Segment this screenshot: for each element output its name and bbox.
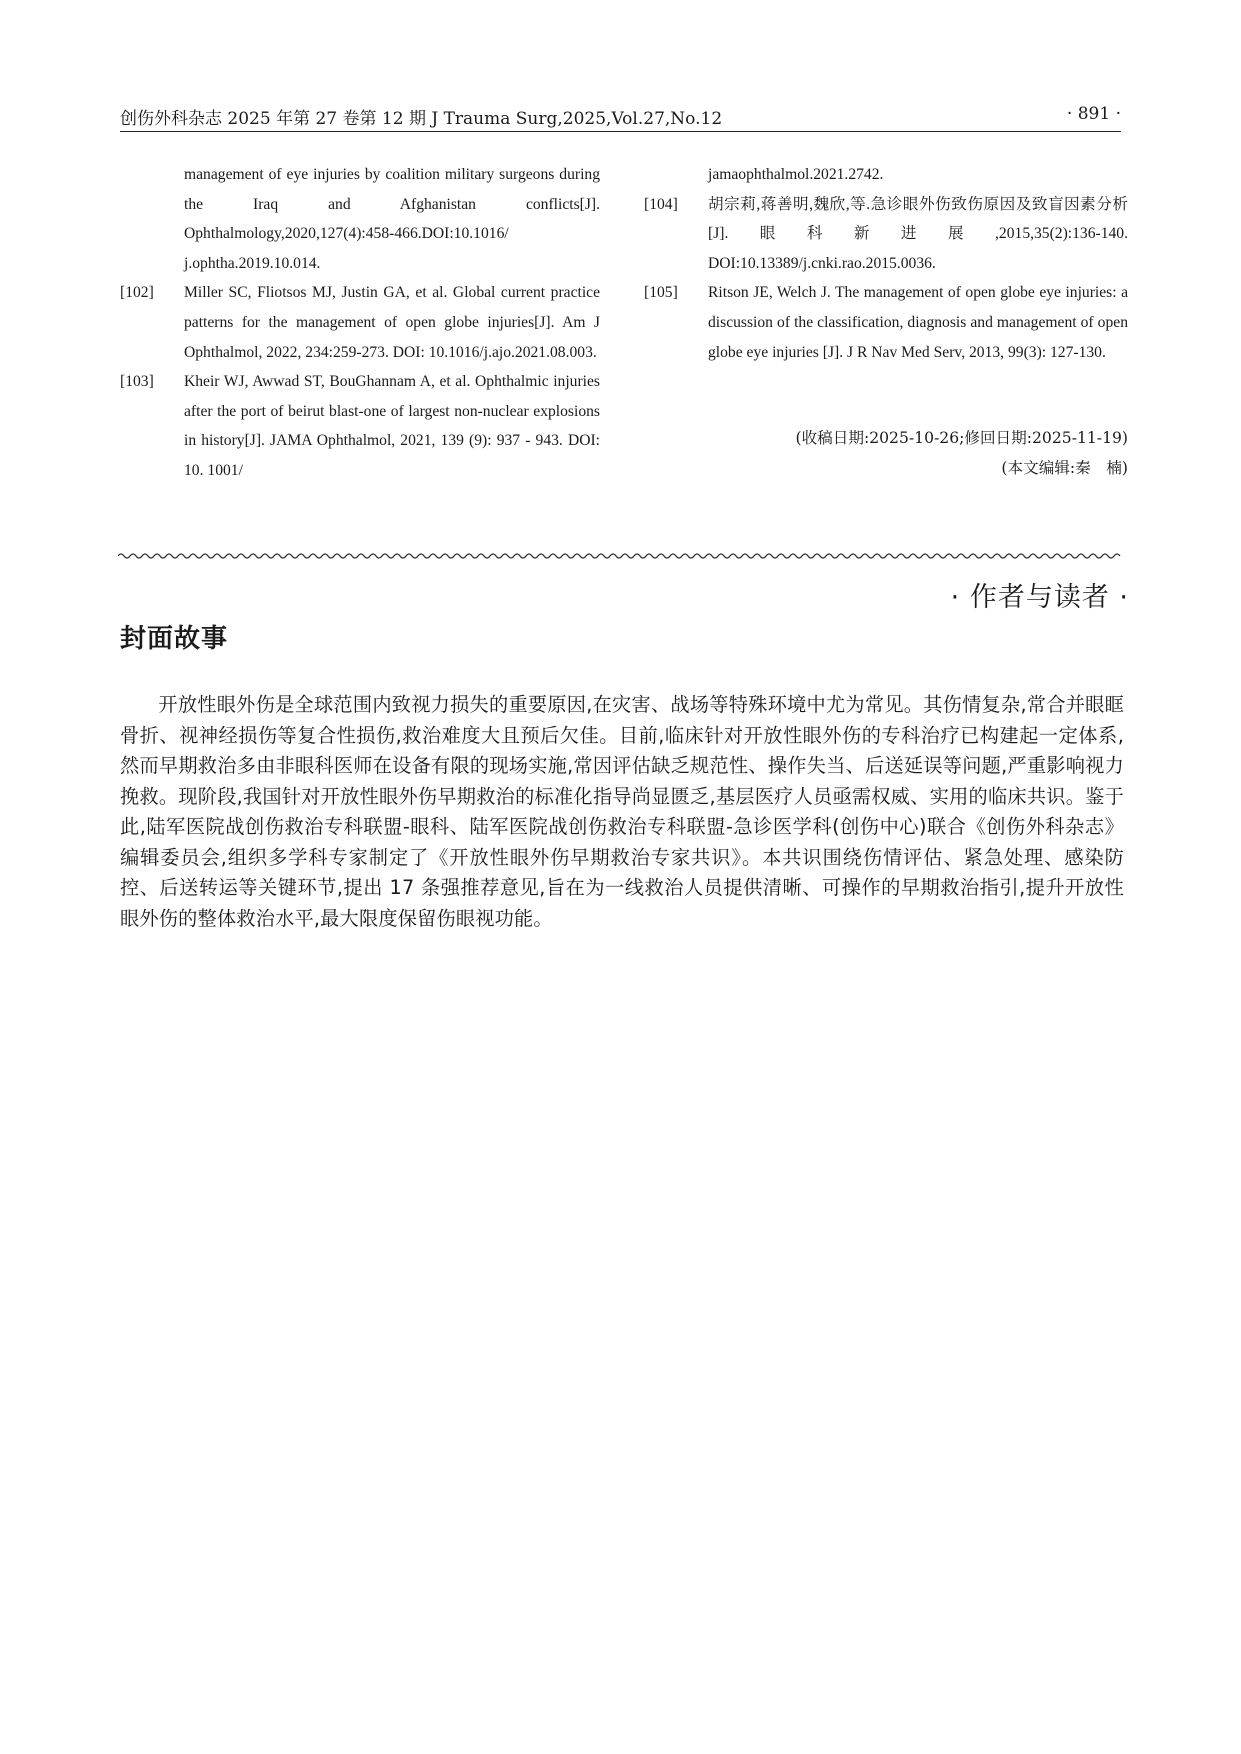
page-number: · 891 ·	[1066, 104, 1121, 124]
reference-text: Miller SC, Fliotsos MJ, Justin GA, et al. Global current practice patterns for the management of open globe injuries[J]. Am J Ophthalmol, 2022, 234:259-273. DOI: 10.1016/j.ajo.2021.08.003.	[184, 284, 600, 361]
wavy-divider	[118, 550, 1123, 562]
reference-number: [105]	[644, 284, 678, 302]
header-rule	[120, 131, 1121, 132]
running-header	[120, 104, 1121, 130]
reference-list-left	[120, 160, 600, 486]
reference-text: Ritson JE, Welch J. The management of open globe eye injuries: a discussion of the classification, diagnosis and management of open globe eye injuries [J]. J R Nav Med Serv, 2013, 99(3): 127-130.	[708, 284, 1128, 361]
reference-item	[120, 160, 600, 278]
reference-text: jamaophthalmol.2021.2742.	[708, 166, 884, 183]
section-title: 封面故事	[120, 624, 229, 654]
reference-item	[644, 160, 1128, 190]
reference-text: Kheir WJ, Awwad ST, BouGhannam A, et al. Ophthalmic injuries after the port of beirut blast-one of largest non-nuclear explosions in history[J]. JAMA Ophthalmol, 2021, 139 (9): 937 - 943. DOI: 10. 1001/	[184, 373, 600, 479]
reference-number: [104]	[644, 195, 678, 213]
received-dates: (收稿日期:2025-10-26;修回日期:2025-11-19)	[795, 429, 1128, 447]
story-paragraph: 开放性眼外伤是全球范围内致视力损失的重要原因,在灾害、战场等特殊环境中尤为常见。其伤情复杂,常合并眼眶骨折、视神经损伤等复合性损伤,救治难度大且预后欠佳。目前,临床针对开放性眼外伤的专科治疗已构建起一定体系,然而早期救治多由非眼科医师在设备有限的现场实施,常因评估缺乏规范性、操作失当、后送延误等问题,严重影响视力挽救。现阶段,我国针对开放性眼外伤早期救治的标准化指导尚显匮乏,基层医疗人员亟需权威、实用的临床共识。鉴于此,陆军医院战创伤救治专科联盟-眼科、陆军医院战创伤救治专科联盟-急诊医学科(创伤中心)联合《创伤外科杂志》编辑委员会,组织多学科专家制定了《开放性眼外伤早期救治专家共识》。本共识围绕伤情评估、紧急处理、感染防控、后送转运等关键环节,提出 17 条强推荐意见,旨在为一线救治人员提供清晰、可操作的早期救治指引,提升开放性眼外伤的整体救治水平,最大限度保留伤眼视功能。	[120, 693, 1124, 930]
reference-number: [102]	[120, 284, 154, 302]
reference-text: management of eye injuries by coalition military surgeons during the Iraq and Afghanistan conflicts[J]. Ophthalmology,2020,127(4):458-466.DOI:10.1016/ j.ophtha.2019.10.014.	[184, 166, 600, 272]
column-tag: · 作者与读者 ·	[950, 582, 1129, 613]
received-dates-block	[644, 424, 1128, 483]
reference-list-right	[644, 160, 1128, 367]
editor-credit: (本文编辑:秦 楠)	[1001, 458, 1128, 477]
reference-item	[644, 278, 1128, 367]
reference-item	[644, 190, 1128, 279]
reference-number: [103]	[120, 373, 154, 391]
journal-citation: 创伤外科杂志 2025 年第 27 卷第 12 期 J Trauma Surg,2025,Vol.27,No.12	[120, 109, 723, 129]
reference-item	[120, 278, 600, 367]
reference-item	[120, 367, 600, 485]
reference-text: 胡宗莉,蒋善明,魏欣,等.急诊眼外伤致伤原因及致盲因素分析[J].眼科新进展,2015,35(2):136-140. DOI:10.13389/j.cnki.rao.2015.0036.	[708, 195, 1128, 272]
